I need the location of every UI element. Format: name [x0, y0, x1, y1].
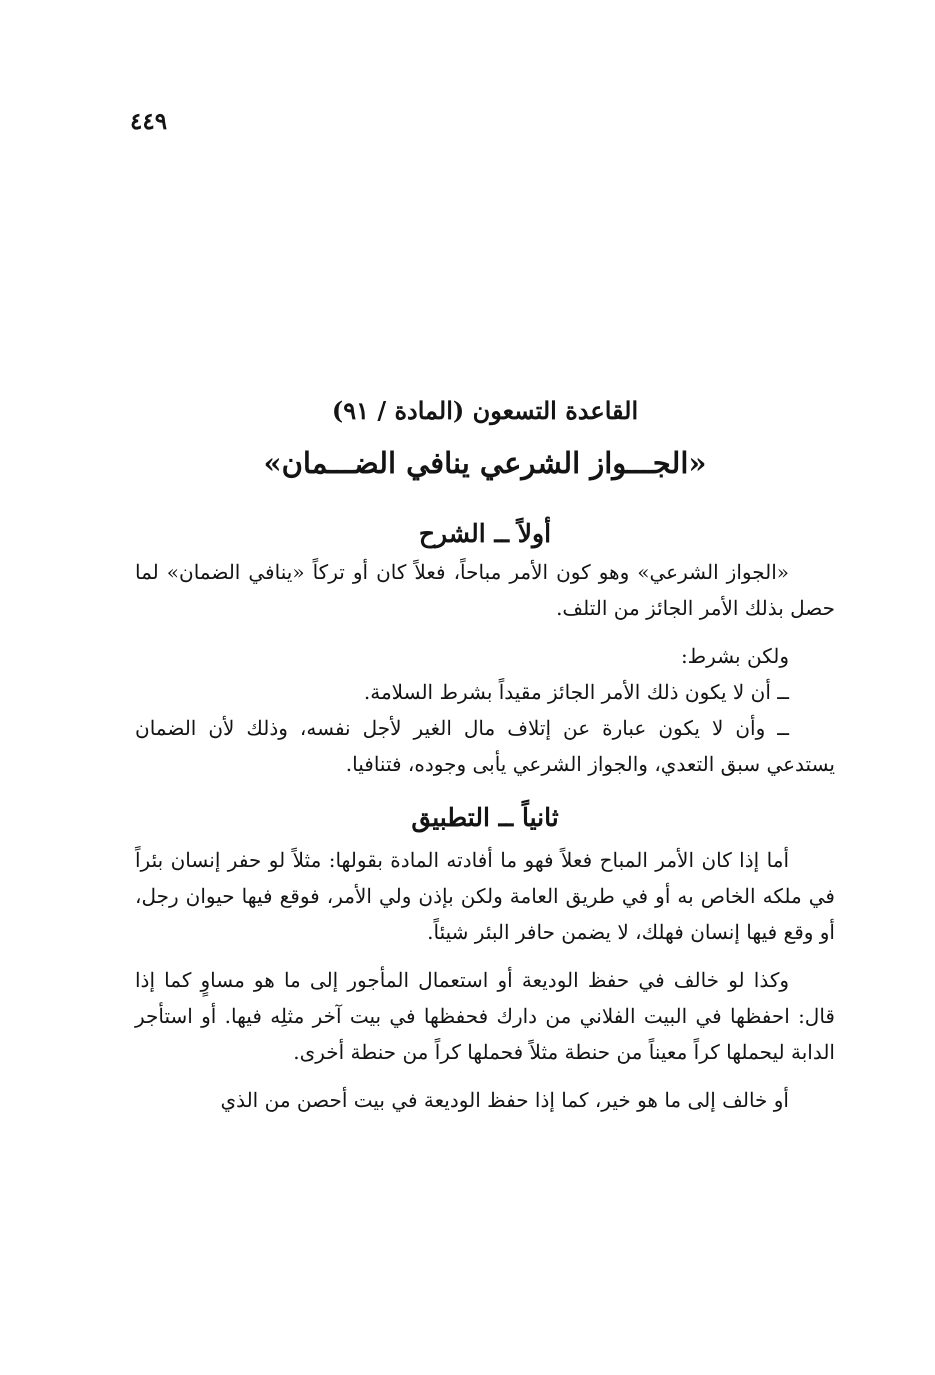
- page-number: ٤٤٩: [130, 108, 168, 135]
- rule-title: القاعدة التسعون (المادة / ٩١): [331, 396, 639, 425]
- application-paragraph-1: أما إذا كان الأمر المباح فعلاً فهو ما أفادته المادة بقولها: مثلاً لو حفر إنسان بئراً في ملكه الخاص به أو في طريق العامة ولكن بإذن ولي الأمر، فوقع فيها حيوان رجل، أو وقع فيها إنسان فهلك، لا يضمن حافر البئر شيئاً.: [135, 848, 835, 944]
- section-heading-explanation: أولاً ــ الشرح: [418, 519, 552, 548]
- explanation-intro-paragraph: «الجواز الشرعي» وهو كون الأمر مباحاً، فعلاً كان أو تركاً «ينافي الضمان» لما حصل بذلك الأمر الجائز من التلف.: [135, 560, 835, 620]
- condition-item-2: ــ وأن لا يكون عبارة عن إتلاف مال الغير لأجل نفسه، وذلك لأن الضمان يستدعي سبق التعدي، والجواز الشرعي يأبى وجوده، فتنافيا.: [135, 716, 835, 776]
- condition-item-1: ــ أن لا يكون ذلك الأمر الجائز مقيداً بشرط السلامة.: [363, 680, 789, 704]
- condition-lead: ولكن بشرط:: [680, 644, 789, 668]
- rule-maxim: «الجـــواز الشرعي ينافي الضـــمان»: [263, 446, 707, 480]
- application-paragraph-3: أو خالف إلى ما هو خير، كما إذا حفظ الوديعة في بيت أحصن من الذي: [220, 1088, 789, 1112]
- page-content: [135, 392, 835, 1118]
- application-paragraph-2: وكذا لو خالف في حفظ الوديعة أو استعمال المأجور إلى ما هو مساوٍ كما إذا قال: احفظها في البيت الفلاني من دارك فحفظها في بيت آخر مثلِه فيها. أو استأجر الدابة ليحملها كراً معيناً من حنطة مثلاً فحملها كراً من حنطة أخرى.: [135, 968, 835, 1064]
- section-heading-application: ثانياً ــ التطبيق: [411, 803, 559, 832]
